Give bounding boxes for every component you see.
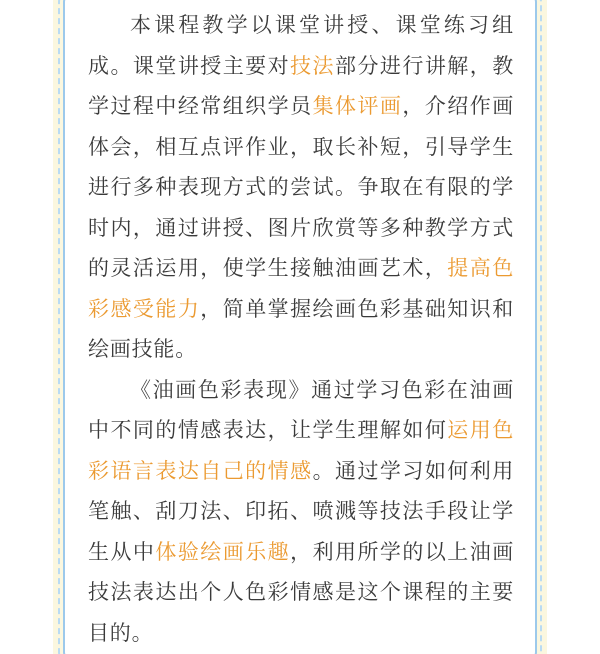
highlight-painting-joy: 体验绘画乐趣 xyxy=(155,539,291,564)
paragraph-1-text-3: ，介绍作画体会，相互点评作业，取长补短，引导学生进行多种表现方式的尝试。争取在有限的学时内，通过讲授、图片欣赏等多种教学方式的灵活运用，使学生接触油画艺术， xyxy=(88,94,515,280)
paragraph-2-text-2: 。通过学习如何利用笔触、刮刀法、印拓、喷溅等技法手段让学生从中 xyxy=(88,458,515,564)
paragraph-1-text-4: ，简单掌握绘画色彩基础知识和绘画技能。 xyxy=(88,296,514,361)
highlight-color-perception: 提高色彩感受能力 xyxy=(88,256,514,321)
paragraph-1-text-1: 本课程教学以课堂讲授、课堂练习组成。课堂讲授主要对 xyxy=(88,13,514,78)
highlight-technique: 技法 xyxy=(290,53,336,78)
course-description-text xyxy=(88,0,514,653)
paragraph-1-text-2: 部分进行讲解，教学过程中经常组织学员 xyxy=(88,53,514,118)
paragraph-2-text-3: ，利用所学的以上油画技法表达出个人色彩情感是这个课程的主要目的。 xyxy=(88,539,514,645)
highlight-color-language: 运用色彩语言表达自己的情感 xyxy=(88,418,514,483)
paragraph-2-text-1: 《油画色彩表现》通过学习色彩在油画中不同的情感表达，让学生理解如何 xyxy=(88,377,514,442)
highlight-group-critique: 集体评画 xyxy=(312,94,403,118)
paragraph-course-goal xyxy=(88,370,514,654)
paragraph-teaching-method xyxy=(88,5,514,370)
